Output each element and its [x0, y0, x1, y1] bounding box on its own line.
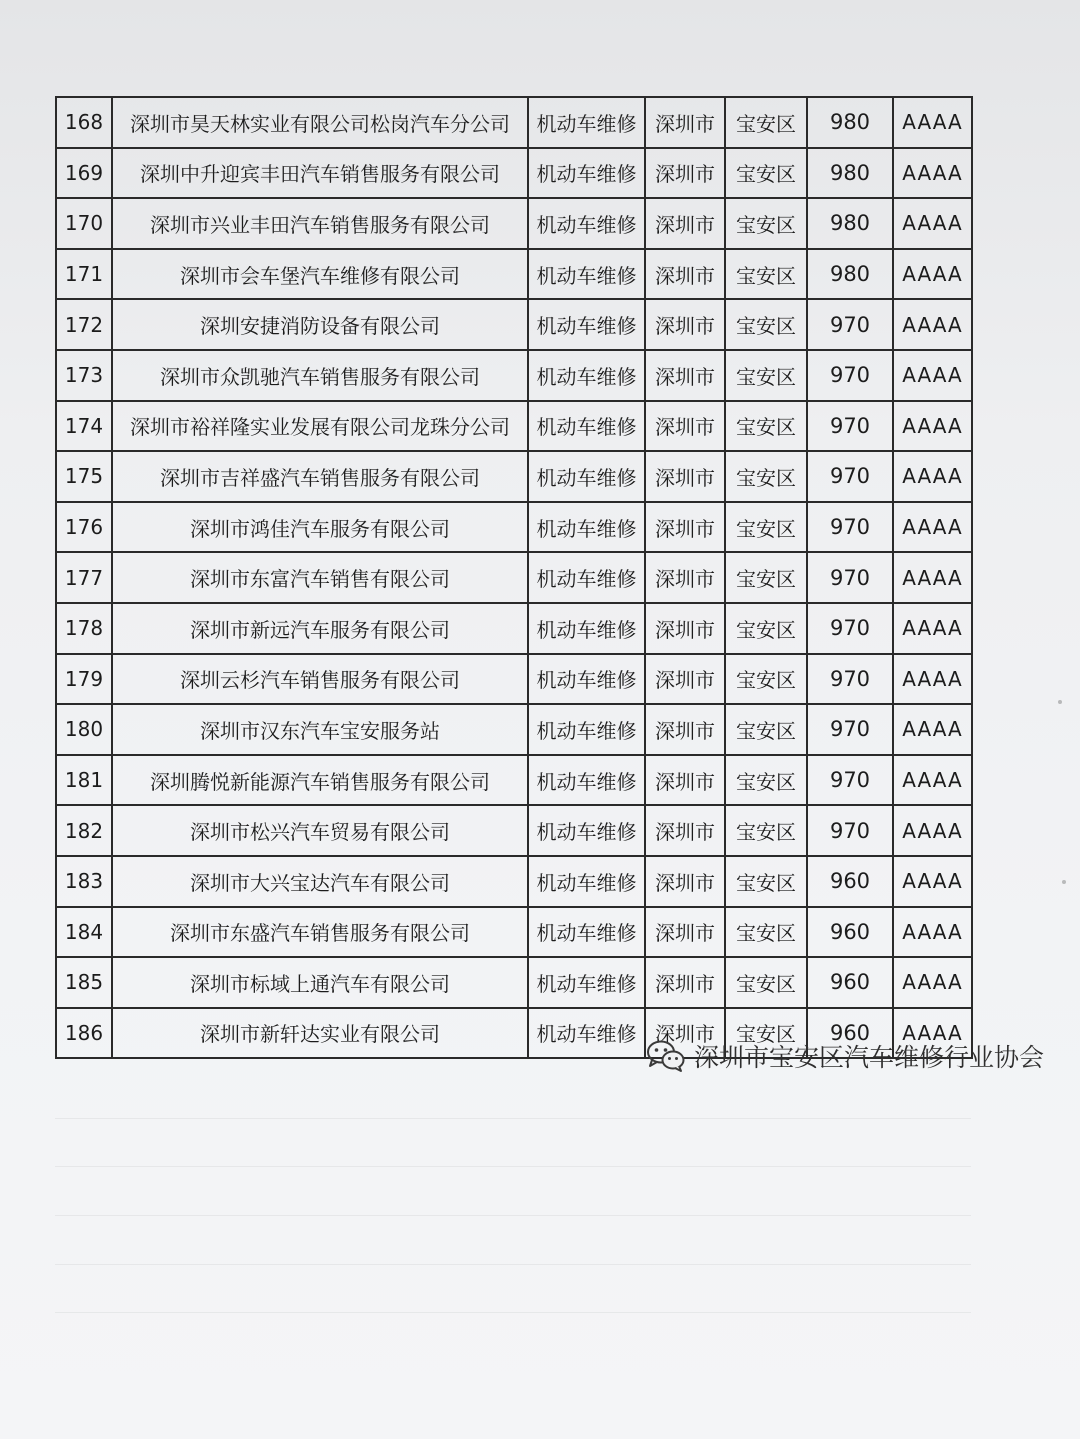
cell-score: 970: [807, 704, 893, 755]
cell-city: 深圳市: [645, 654, 725, 705]
cell-district: 宝安区: [725, 97, 807, 148]
cell-grade: AAAA: [893, 97, 972, 148]
cell-category: 机动车维修: [528, 907, 645, 958]
cell-number: 168: [56, 97, 112, 148]
cell-number: 169: [56, 148, 112, 199]
cell-company-name: 深圳市东富汽车销售有限公司: [112, 552, 528, 603]
cell-number: 177: [56, 552, 112, 603]
punch-hole-mark: [1062, 880, 1066, 884]
cell-district: 宝安区: [725, 957, 807, 1008]
cell-number: 172: [56, 299, 112, 350]
cell-grade: AAAA: [893, 856, 972, 907]
table-row: [56, 654, 972, 705]
cell-grade: AAAA: [893, 755, 972, 806]
cell-number: 180: [56, 704, 112, 755]
table-row: [56, 552, 972, 603]
cell-score: 970: [807, 755, 893, 806]
cell-grade: AAAA: [893, 401, 972, 452]
cell-category: 机动车维修: [528, 350, 645, 401]
cell-category: 机动车维修: [528, 198, 645, 249]
cell-grade: AAAA: [893, 1008, 972, 1059]
cell-grade: AAAA: [893, 350, 972, 401]
cell-number: 178: [56, 603, 112, 654]
table-row: [56, 299, 972, 350]
cell-city: 深圳市: [645, 805, 725, 856]
cell-grade: AAAA: [893, 249, 972, 300]
cell-number: 182: [56, 805, 112, 856]
cell-grade: AAAA: [893, 451, 972, 502]
cell-city: 深圳市: [645, 856, 725, 907]
cell-category: 机动车维修: [528, 299, 645, 350]
cell-category: 机动车维修: [528, 148, 645, 199]
cell-city: 深圳市: [645, 401, 725, 452]
cell-score: 970: [807, 401, 893, 452]
cell-district: 宝安区: [725, 603, 807, 654]
cell-company-name: 深圳腾悦新能源汽车销售服务有限公司: [112, 755, 528, 806]
cell-score: 970: [807, 299, 893, 350]
cell-company-name: 深圳市东盛汽车销售服务有限公司: [112, 907, 528, 958]
cell-score: 970: [807, 654, 893, 705]
cell-district: 宝安区: [725, 704, 807, 755]
cell-company-name: 深圳市众凯驰汽车销售服务有限公司: [112, 350, 528, 401]
cell-district: 宝安区: [725, 1008, 807, 1059]
table-row: [56, 97, 972, 148]
cell-district: 宝安区: [725, 350, 807, 401]
cell-number: 179: [56, 654, 112, 705]
cell-company-name: 深圳市新远汽车服务有限公司: [112, 603, 528, 654]
table-row: [56, 350, 972, 401]
cell-district: 宝安区: [725, 552, 807, 603]
cell-category: 机动车维修: [528, 249, 645, 300]
cell-number: 175: [56, 451, 112, 502]
cell-company-name: 深圳市松兴汽车贸易有限公司: [112, 805, 528, 856]
cell-score: 960: [807, 856, 893, 907]
cell-district: 宝安区: [725, 907, 807, 958]
cell-score: 960: [807, 907, 893, 958]
cell-city: 深圳市: [645, 552, 725, 603]
cell-city: 深圳市: [645, 249, 725, 300]
cell-number: 184: [56, 907, 112, 958]
cell-grade: AAAA: [893, 907, 972, 958]
cell-city: 深圳市: [645, 299, 725, 350]
cell-score: 960: [807, 957, 893, 1008]
cell-grade: AAAA: [893, 148, 972, 199]
cell-company-name: 深圳市标域上通汽车有限公司: [112, 957, 528, 1008]
table-row: [56, 805, 972, 856]
cell-city: 深圳市: [645, 198, 725, 249]
cell-category: 机动车维修: [528, 1008, 645, 1059]
cell-district: 宝安区: [725, 451, 807, 502]
cell-category: 机动车维修: [528, 654, 645, 705]
watermark: [646, 1036, 1044, 1076]
table-row: [56, 148, 972, 199]
cell-grade: AAAA: [893, 805, 972, 856]
cell-grade: AAAA: [893, 603, 972, 654]
cell-score: 980: [807, 97, 893, 148]
cell-city: 深圳市: [645, 1008, 725, 1059]
cell-city: 深圳市: [645, 957, 725, 1008]
cell-company-name: 深圳市会车堡汽车维修有限公司: [112, 249, 528, 300]
cell-grade: AAAA: [893, 957, 972, 1008]
cell-number: 170: [56, 198, 112, 249]
cell-number: 181: [56, 755, 112, 806]
cell-company-name: 深圳市兴业丰田汽车销售服务有限公司: [112, 198, 528, 249]
cell-score: 980: [807, 148, 893, 199]
cell-score: 980: [807, 198, 893, 249]
cell-score: 960: [807, 1008, 893, 1059]
cell-district: 宝安区: [725, 401, 807, 452]
cell-district: 宝安区: [725, 755, 807, 806]
cell-grade: AAAA: [893, 502, 972, 553]
cell-grade: AAAA: [893, 299, 972, 350]
cell-company-name: 深圳市鸿佳汽车服务有限公司: [112, 502, 528, 553]
table-row: [56, 249, 972, 300]
records-table: [55, 96, 973, 1059]
cell-category: 机动车维修: [528, 856, 645, 907]
cell-score: 970: [807, 350, 893, 401]
cell-score: 980: [807, 249, 893, 300]
cell-grade: AAAA: [893, 198, 972, 249]
table-row: [56, 603, 972, 654]
cell-city: 深圳市: [645, 603, 725, 654]
cell-category: 机动车维修: [528, 97, 645, 148]
cell-category: 机动车维修: [528, 502, 645, 553]
cell-score: 970: [807, 451, 893, 502]
cell-company-name: 深圳市吉祥盛汽车销售服务有限公司: [112, 451, 528, 502]
cell-district: 宝安区: [725, 198, 807, 249]
cell-number: 173: [56, 350, 112, 401]
table-row: [56, 451, 972, 502]
cell-number: 183: [56, 856, 112, 907]
cell-company-name: 深圳市昊天林实业有限公司松岗汽车分公司: [112, 97, 528, 148]
cell-city: 深圳市: [645, 350, 725, 401]
cell-city: 深圳市: [645, 148, 725, 199]
cell-category: 机动车维修: [528, 704, 645, 755]
cell-number: 186: [56, 1008, 112, 1059]
cell-number: 176: [56, 502, 112, 553]
cell-district: 宝安区: [725, 299, 807, 350]
cell-city: 深圳市: [645, 755, 725, 806]
cell-district: 宝安区: [725, 805, 807, 856]
cell-score: 970: [807, 552, 893, 603]
cell-district: 宝安区: [725, 502, 807, 553]
table-row: [56, 755, 972, 806]
cell-category: 机动车维修: [528, 957, 645, 1008]
table-row: [56, 401, 972, 452]
cell-company-name: 深圳市大兴宝达汽车有限公司: [112, 856, 528, 907]
cell-city: 深圳市: [645, 704, 725, 755]
cell-category: 机动车维修: [528, 401, 645, 452]
table-row: [56, 502, 972, 553]
cell-category: 机动车维修: [528, 603, 645, 654]
cell-city: 深圳市: [645, 502, 725, 553]
cell-score: 970: [807, 603, 893, 654]
cell-district: 宝安区: [725, 654, 807, 705]
wechat-icon: [646, 1039, 686, 1073]
table-row: [56, 704, 972, 755]
cell-grade: AAAA: [893, 552, 972, 603]
table-row: [56, 198, 972, 249]
cell-grade: AAAA: [893, 654, 972, 705]
faint-background-lines: [55, 1100, 971, 1360]
cell-company-name: 深圳市新轩达实业有限公司: [112, 1008, 528, 1059]
cell-number: 185: [56, 957, 112, 1008]
cell-district: 宝安区: [725, 148, 807, 199]
table-row: [56, 907, 972, 958]
cell-district: 宝安区: [725, 856, 807, 907]
cell-category: 机动车维修: [528, 805, 645, 856]
cell-category: 机动车维修: [528, 451, 645, 502]
cell-category: 机动车维修: [528, 755, 645, 806]
watermark-text: 深圳市宝安区汽车维修行业协会: [693, 1043, 1044, 1072]
cell-company-name: 深圳市裕祥隆实业发展有限公司龙珠分公司: [112, 401, 528, 452]
cell-company-name: 深圳安捷消防设备有限公司: [112, 299, 528, 350]
punch-hole-mark: [1058, 700, 1062, 704]
cell-company-name: 深圳中升迎宾丰田汽车销售服务有限公司: [112, 148, 528, 199]
cell-number: 171: [56, 249, 112, 300]
cell-grade: AAAA: [893, 704, 972, 755]
cell-city: 深圳市: [645, 451, 725, 502]
cell-company-name: 深圳市汉东汽车宝安服务站: [112, 704, 528, 755]
table-row: [56, 957, 972, 1008]
cell-city: 深圳市: [645, 907, 725, 958]
cell-score: 970: [807, 805, 893, 856]
cell-company-name: 深圳云杉汽车销售服务有限公司: [112, 654, 528, 705]
cell-score: 970: [807, 502, 893, 553]
table-body: [56, 97, 972, 1058]
cell-district: 宝安区: [725, 249, 807, 300]
cell-category: 机动车维修: [528, 552, 645, 603]
cell-city: 深圳市: [645, 97, 725, 148]
table-row: [56, 856, 972, 907]
cell-number: 174: [56, 401, 112, 452]
